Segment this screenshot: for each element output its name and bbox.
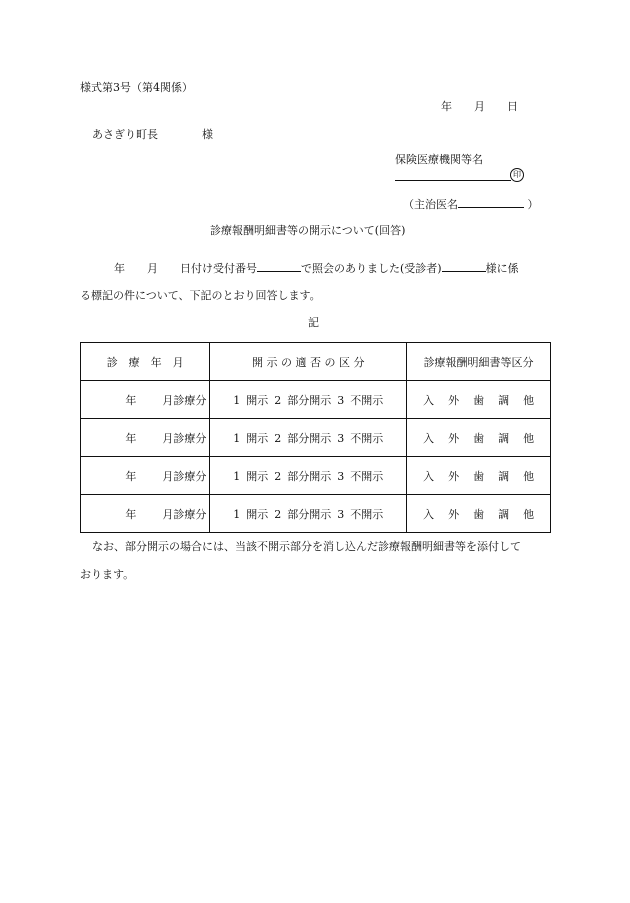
table-row (81, 495, 551, 533)
date-line: 年 月 日 (441, 100, 518, 113)
header-statement-type: 診療報酬明細書等区分 (407, 343, 551, 381)
reference-date: 年 月 日付け受付番号 (114, 262, 257, 275)
treatment-period: 年 月診療分 (81, 495, 210, 533)
disclosure-options: 1 開示 2 部分開示 3 不開示 (210, 495, 407, 533)
doctor-label: （主治医名 (403, 198, 458, 211)
seal-mark: 印 (510, 168, 524, 182)
statement-types: 入 外 歯 調 他 (407, 419, 551, 457)
inquiry-text: で照会のありました(受診者) (301, 262, 442, 275)
treatment-period: 年 月診療分 (81, 457, 210, 495)
doctor-name-blank (458, 197, 524, 208)
disclosure-options: 1 開示 2 部分開示 3 不開示 (210, 457, 407, 495)
table-row (81, 457, 551, 495)
statement-types: 入 外 歯 調 他 (407, 381, 551, 419)
document-title: 診療報酬明細書等の開示について(回答) (210, 224, 406, 237)
body-line-2: る標記の件について、下記のとおり回答します。 (80, 289, 321, 302)
treatment-period: 年 月診療分 (81, 381, 210, 419)
statement-types: 入 外 歯 調 他 (407, 495, 551, 533)
table-header-row (81, 343, 551, 381)
table-row (81, 381, 551, 419)
body-line-1 (80, 261, 519, 276)
doctor-name-line (403, 197, 539, 212)
statement-types: 入 外 歯 調 他 (407, 457, 551, 495)
reference-number-blank (257, 261, 301, 272)
header-period: 診 療 年 月 (81, 343, 210, 381)
note-line-1: なお、部分開示の場合には、当該不開示部分を消し込んだ診療報酬明細書等を添付して (92, 540, 521, 553)
patient-name-blank (442, 261, 486, 272)
note-line-2: おります。 (80, 568, 135, 581)
doctor-close: ） (527, 198, 539, 211)
table-row (81, 419, 551, 457)
header-disclosure: 開 示 の 適 否 の 区 分 (210, 343, 407, 381)
disclosure-options: 1 開示 2 部分開示 3 不開示 (210, 419, 407, 457)
disclosure-options: 1 開示 2 部分開示 3 不開示 (210, 381, 407, 419)
institution-label: 保険医療機関等名 (395, 153, 483, 166)
ki-heading: 記 (308, 316, 319, 329)
institution-name-line (395, 180, 511, 181)
form-number: 様式第3号（第4関係） (80, 81, 193, 94)
regarding-text: 様に係 (485, 262, 519, 275)
disclosure-table (80, 342, 551, 533)
treatment-period: 年 月診療分 (81, 419, 210, 457)
addressee: あさぎり町長 様 (92, 128, 213, 141)
